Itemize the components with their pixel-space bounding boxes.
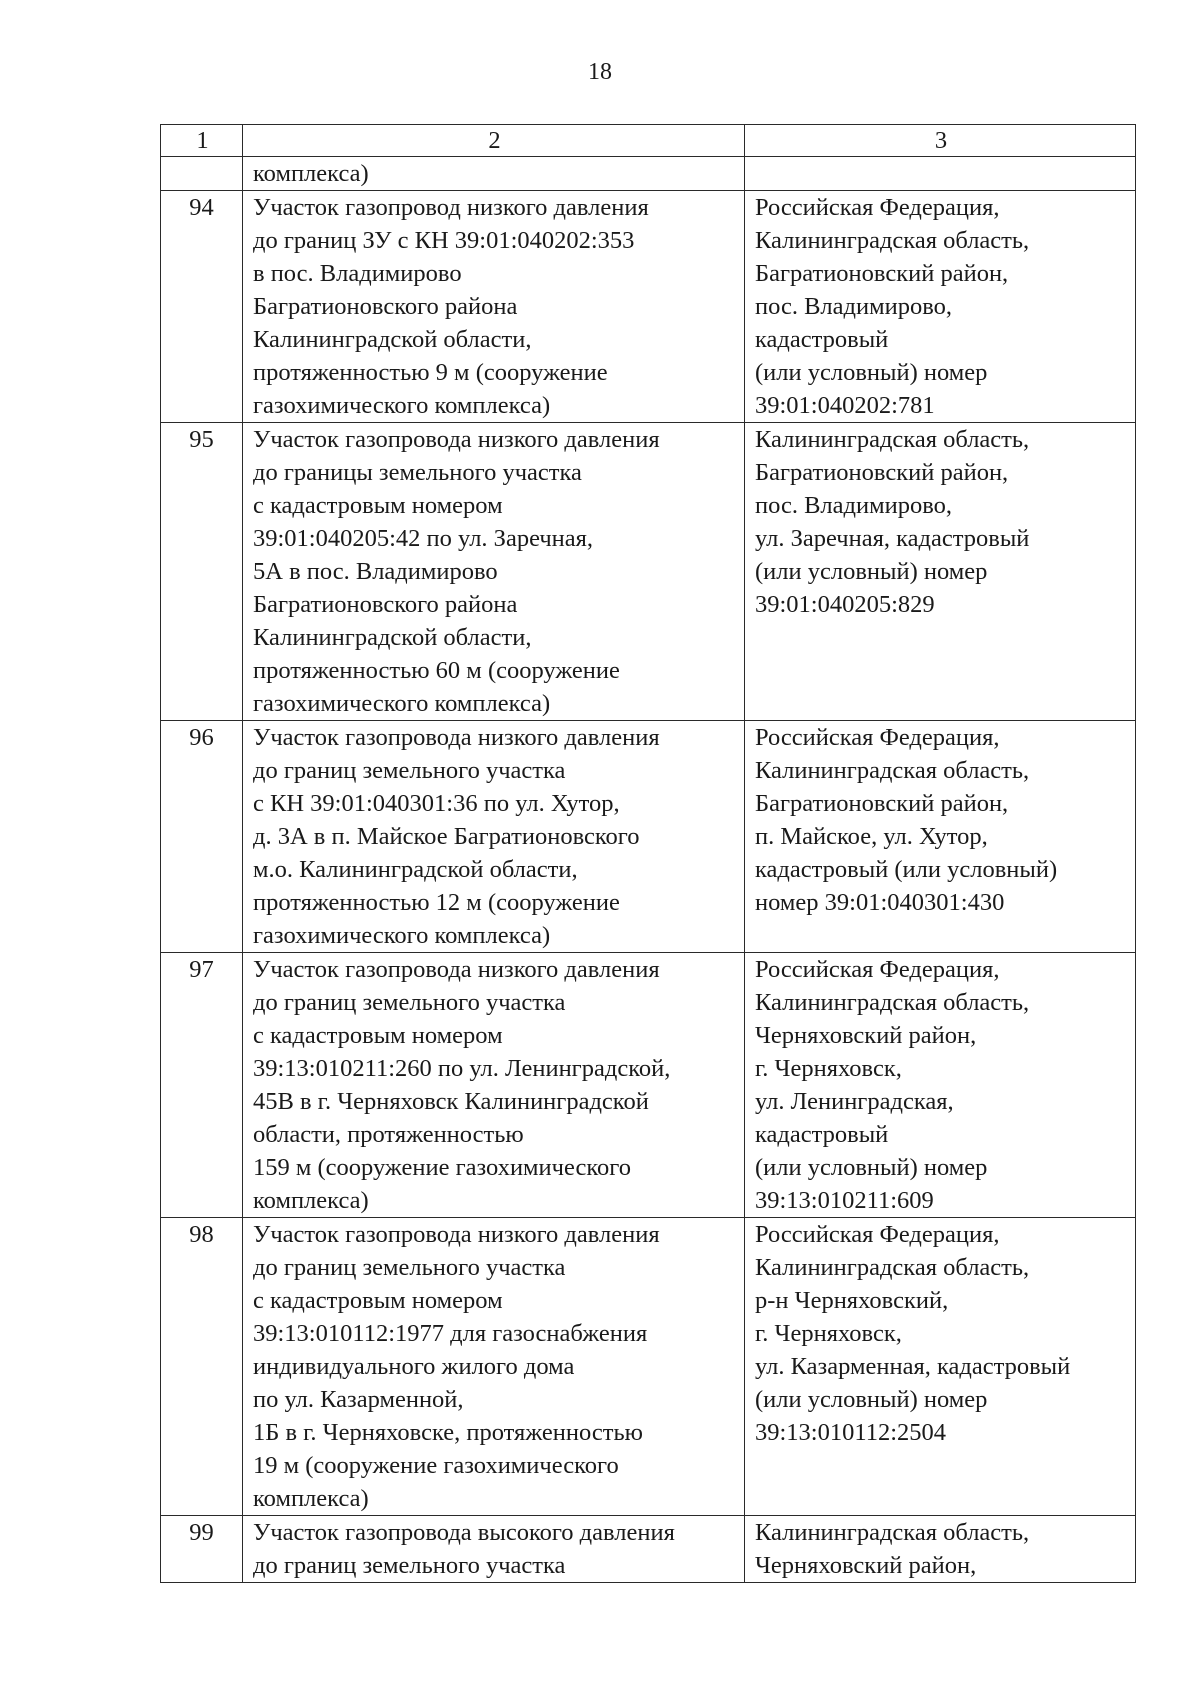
- description-cell-line: с КН 39:01:040301:36 по ул. Хутор,: [253, 790, 620, 817]
- address-cell: [745, 423, 1136, 721]
- description-cell-line: 5А в пос. Владимирово: [253, 558, 498, 585]
- description-cell-line: до границы земельного участка: [253, 459, 582, 486]
- description-cell-line: протяженностью 12 м (сооружение: [253, 889, 620, 916]
- description-cell-line: Багратионовского района: [253, 293, 518, 320]
- description-cell-line: по ул. Казарменной,: [253, 1386, 464, 1413]
- table-body: [161, 125, 1136, 1583]
- description-cell-line: 1Б в г. Черняховске, протяженностью: [253, 1419, 643, 1446]
- description-cell-line: до границ земельного участка: [253, 1254, 566, 1281]
- address-cell-line: Черняховский район,: [755, 1552, 977, 1579]
- description-cell-line: 19 м (сооружение газохимического: [253, 1452, 619, 1479]
- address-cell-line: пос. Владимирово,: [755, 293, 953, 320]
- row-number-cell: 98: [161, 1218, 243, 1516]
- address-cell-line: кадастровый (или условный): [755, 856, 1058, 883]
- description-cell-line: до границ земельного участка: [253, 757, 566, 784]
- row-number-cell: 97: [161, 953, 243, 1218]
- address-cell-line: г. Черняховск,: [755, 1055, 902, 1082]
- address-cell-line: 39:01:040205:829: [755, 591, 935, 618]
- address-cell-line: пос. Владимирово,: [755, 492, 953, 519]
- description-cell-line: с кадастровым номером: [253, 1287, 503, 1314]
- address-cell-line: Калининградская область,: [755, 227, 1030, 254]
- address-cell-line: Калининградская область,: [755, 1519, 1030, 1546]
- address-cell: [745, 157, 1136, 191]
- description-cell-line: индивидуального жилого дома: [253, 1353, 575, 1380]
- description-cell-line: в пос. Владимирово: [253, 260, 462, 287]
- description-cell-line: Калининградской области,: [253, 326, 532, 353]
- description-cell-line: до границ земельного участка: [253, 989, 566, 1016]
- row-number-cell: 99: [161, 1516, 243, 1583]
- description-cell-line: 39:01:040205:42 по ул. Заречная,: [253, 525, 594, 552]
- description-cell-line: 39:13:010112:1977 для газоснабжения: [253, 1320, 648, 1347]
- address-cell: [745, 721, 1136, 953]
- address-cell-line: ул. Заречная, кадастровый: [755, 525, 1030, 552]
- description-cell-line: комплекса): [253, 160, 369, 187]
- table-row: [161, 721, 1136, 953]
- column-header-3: 3: [745, 125, 1136, 157]
- description-cell-line: протяженностью 60 м (сооружение: [253, 657, 620, 684]
- description-cell-line: до границ ЗУ с КН 39:01:040202:353: [253, 227, 635, 254]
- table-row: [161, 1516, 1136, 1583]
- description-cell: [243, 1218, 745, 1516]
- address-cell: [745, 1516, 1136, 1583]
- address-cell-line: Багратионовский район,: [755, 790, 1009, 817]
- address-cell-line: Калининградская область,: [755, 757, 1030, 784]
- address-cell-line: 39:01:040202:781: [755, 392, 935, 419]
- table-row: [161, 191, 1136, 423]
- description-cell-line: Участок газопровода низкого давления: [253, 426, 660, 453]
- description-cell-line: Участок газопровод низкого давления: [253, 194, 649, 221]
- table-row: [161, 953, 1136, 1218]
- address-cell-line: ул. Казарменная, кадастровый: [755, 1353, 1071, 1380]
- address-cell-line: (или условный) номер: [755, 359, 988, 386]
- address-cell-line: Российская Федерация,: [755, 1221, 1000, 1248]
- column-header-2: 2: [243, 125, 745, 157]
- address-cell-line: Калининградская область,: [755, 989, 1030, 1016]
- description-cell-line: Участок газопровода низкого давления: [253, 956, 660, 983]
- address-cell-line: Багратионовский район,: [755, 459, 1009, 486]
- address-cell-line: п. Майское, ул. Хутор,: [755, 823, 988, 850]
- description-cell: [243, 1516, 745, 1583]
- row-number-cell: 94: [161, 191, 243, 423]
- address-cell-line: Багратионовский район,: [755, 260, 1009, 287]
- description-cell-line: м.о. Калининградской области,: [253, 856, 578, 883]
- description-cell-line: Участок газопровода низкого давления: [253, 724, 660, 751]
- address-cell-line: 39:13:010112:2504: [755, 1419, 947, 1446]
- address-cell-line: 39:13:010211:609: [755, 1187, 934, 1214]
- description-cell-line: комплекса): [253, 1485, 369, 1512]
- description-cell-line: с кадастровым номером: [253, 1022, 503, 1049]
- address-cell-line: номер 39:01:040301:430: [755, 889, 1005, 916]
- address-cell-line: ул. Ленинградская,: [755, 1088, 954, 1115]
- description-cell-line: д. 3А в п. Майское Багратионовского: [253, 823, 640, 850]
- table-row: [161, 423, 1136, 721]
- address-cell-line: (или условный) номер: [755, 1386, 988, 1413]
- description-cell-line: Участок газопровода низкого давления: [253, 1221, 660, 1248]
- address-cell-line: кадастровый: [755, 326, 889, 353]
- address-cell: [745, 191, 1136, 423]
- address-cell-line: г. Черняховск,: [755, 1320, 902, 1347]
- description-cell-line: Багратионовского района: [253, 591, 518, 618]
- address-cell-line: кадастровый: [755, 1121, 889, 1148]
- description-cell: [243, 423, 745, 721]
- registry-table: [160, 124, 1136, 1583]
- row-number-cell: [161, 157, 243, 191]
- address-cell-line: р-н Черняховский,: [755, 1287, 949, 1314]
- description-cell-line: протяженностью 9 м (сооружение: [253, 359, 608, 386]
- address-cell-line: Черняховский район,: [755, 1022, 977, 1049]
- description-cell: [243, 191, 745, 423]
- description-cell: [243, 157, 745, 191]
- description-cell: [243, 953, 745, 1218]
- description-cell: [243, 721, 745, 953]
- address-cell-line: Калининградская область,: [755, 1254, 1030, 1281]
- address-cell: [745, 953, 1136, 1218]
- description-cell-line: до границ земельного участка: [253, 1552, 566, 1579]
- description-cell-line: 159 м (сооружение газохимического: [253, 1154, 631, 1181]
- description-cell-line: 39:13:010211:260 по ул. Ленинградской,: [253, 1055, 671, 1082]
- description-cell-line: газохимического комплекса): [253, 392, 551, 419]
- row-number-cell: 95: [161, 423, 243, 721]
- page-number: 18: [588, 59, 612, 85]
- table-row-continuation: [161, 157, 1136, 191]
- address-cell-line: Калининградская область,: [755, 426, 1030, 453]
- column-header-1: 1: [161, 125, 243, 157]
- address-cell-line: Российская Федерация,: [755, 956, 1000, 983]
- address-cell-line: (или условный) номер: [755, 1154, 988, 1181]
- description-cell-line: области, протяженностью: [253, 1121, 524, 1148]
- description-cell-line: Калининградской области,: [253, 624, 532, 651]
- address-cell-line: Российская Федерация,: [755, 194, 1000, 221]
- description-cell-line: с кадастровым номером: [253, 492, 503, 519]
- table-row: [161, 1218, 1136, 1516]
- description-cell-line: Участок газопровода высокого давления: [253, 1519, 675, 1546]
- table-header-row: [161, 125, 1136, 157]
- address-cell-line: Российская Федерация,: [755, 724, 1000, 751]
- row-number-cell: 96: [161, 721, 243, 953]
- description-cell-line: комплекса): [253, 1187, 369, 1214]
- description-cell-line: газохимического комплекса): [253, 690, 551, 717]
- address-cell-line: (или условный) номер: [755, 558, 988, 585]
- description-cell-line: газохимического комплекса): [253, 922, 551, 949]
- description-cell-line: 45В в г. Черняховск Калининградской: [253, 1088, 649, 1115]
- address-cell: [745, 1218, 1136, 1516]
